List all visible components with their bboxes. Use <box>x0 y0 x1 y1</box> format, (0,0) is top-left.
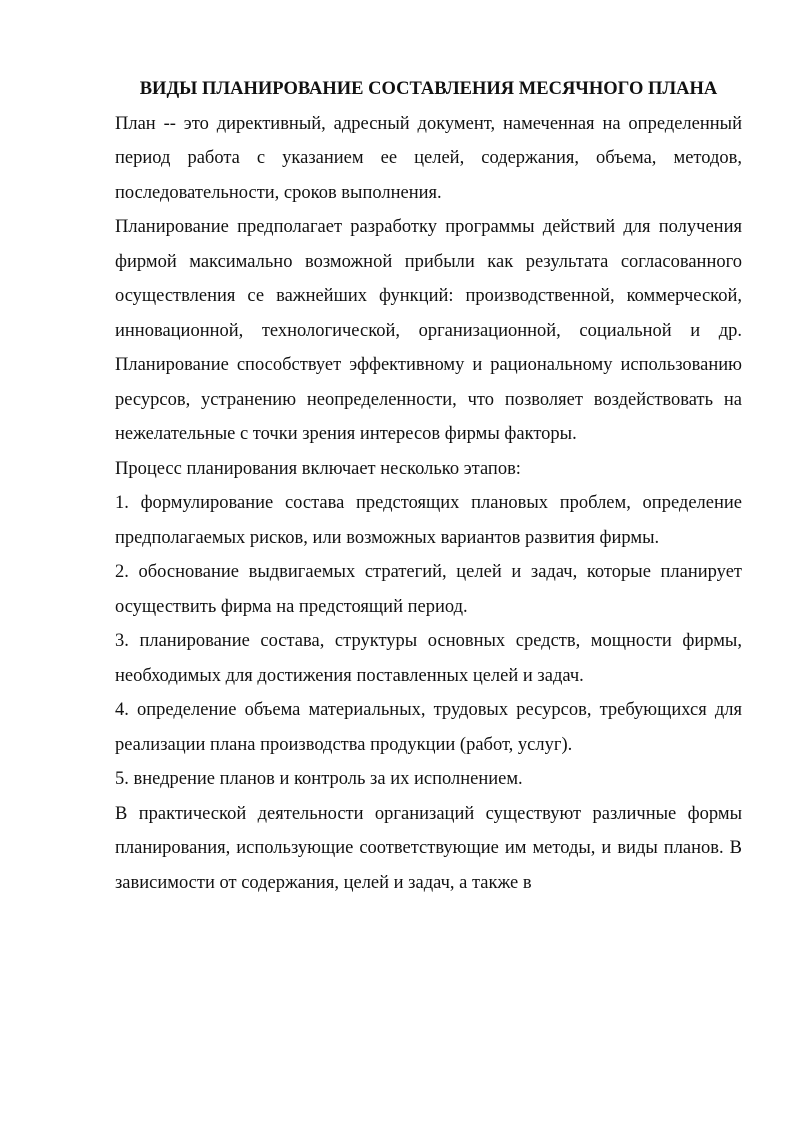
document-title: ВИДЫ ПЛАНИРОВАНИЕ СОСТАВЛЕНИЯ МЕСЯЧНОГО ПЛАНА <box>139 79 718 99</box>
list-item-stage-2: 2. обоснование выдвигаемых стратегий, целей и задач, которые планирует осуществить фирма на предстоящий период. <box>115 562 742 617</box>
paragraph-plan-definition: План -- это директивный, адресный документ, намеченная на определенный период работа с указанием ее целей, содержания, объема, методов, последовательности, сроков выполнения. <box>115 113 742 203</box>
list-item-stage-3: 3. планирование состава, структуры основных средств, мощности фирмы, необходимых для достижения поставленных целей и задач. <box>115 631 742 686</box>
list-item-stage-1: 1. формулирование состава предстоящих плановых проблем, определение предполагаемых рисков, или возможных вариантов развития фирмы. <box>115 493 742 548</box>
paragraph-planning-forms: В практической деятельности организаций существуют различные формы планирования, использующие соответствующие им методы, и виды планов. В зависимости от содержания, целей и задач, а также в <box>115 803 742 893</box>
document-body <box>115 72 742 900</box>
list-item-stage-5: 5. внедрение планов и контроль за их исполнением. <box>115 769 523 789</box>
list-item-stage-4: 4. определение объема материальных, трудовых ресурсов, требующихся для реализации плана производства продукции (работ, услуг). <box>115 700 742 755</box>
paragraph-process-intro: Процесс планирования включает несколько этапов: <box>115 458 521 479</box>
paragraph-planning-purpose: Планирование предполагает разработку программы действий для получения фирмой максимально возможной прибыли как результата согласованного осуществления се важнейших функций: производственной, коммерческой, инновационной, технологической, организационной, социальной и др. Планирование способствует эффективному и рациональному использованию ресурсов, устранению неопределенности, что позволяет воздействовать на нежелательные с точки зрения интересов фирмы факторы. <box>115 217 742 444</box>
